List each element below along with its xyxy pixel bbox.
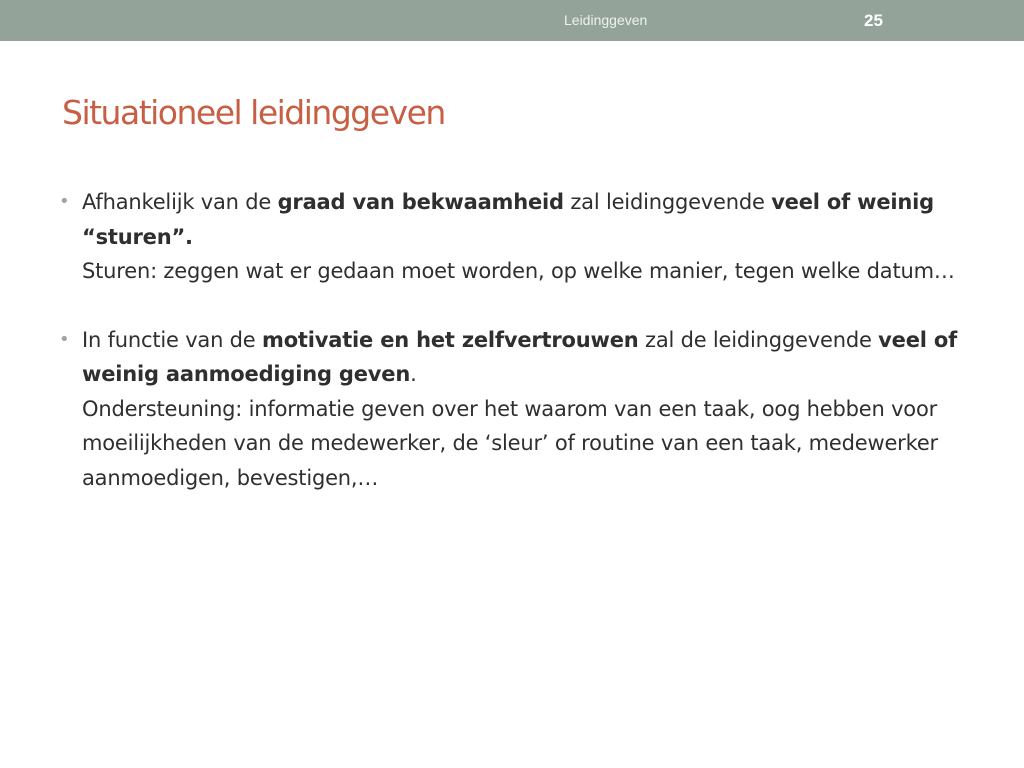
bullet-dot-icon: • (59, 328, 70, 350)
bullet-emphasis: veel of weinig “sturen”. (82, 190, 934, 249)
bullet-text: . (410, 362, 417, 386)
bullet-text: Afhankelijk van de (82, 190, 278, 214)
bullet-text: In functie van de (82, 327, 263, 352)
bullet-emphasis: motivatie en het zelfvertrouwen (262, 327, 639, 352)
bullet-item-sturen (58, 185, 958, 289)
bullet-list (58, 185, 958, 495)
bullet-emphasis: graad van bekwaamheid (277, 190, 564, 214)
bullet-emphasis: veel of weinig aanmoediging geven (82, 327, 958, 386)
bullet-text: zal leidinggevende (563, 190, 772, 214)
header-label: Leidinggeven (564, 12, 648, 28)
bullet-detail: Sturen: zeggen wat er gedaan moet worden, op welke manier, tegen welke datum… (82, 259, 955, 283)
bullet-detail: Ondersteuning: informatie geven over het waarom van een taak, oog hebben voor moeilijkheden van de medewerker, de ‘sleur’ of routine van een taak, medewerker aanmoedigen, bevestigen,… (82, 396, 938, 490)
bullet-dot-icon: • (59, 191, 70, 212)
bullet-item-ondersteuning (58, 323, 958, 496)
bullet-text: zal de leidinggevende (638, 327, 879, 352)
header-bar (0, 0, 1024, 41)
slide-title: Situationeel leidinggeven (62, 93, 445, 132)
page-number: 25 (864, 11, 883, 30)
